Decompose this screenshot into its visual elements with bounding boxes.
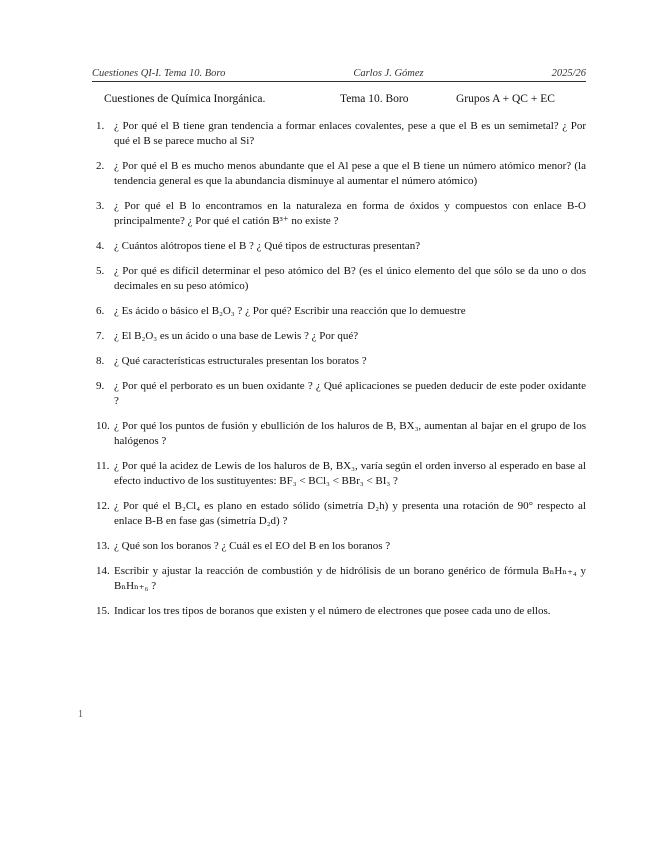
question-number: 12.: [96, 500, 110, 512]
question-list: [92, 119, 586, 619]
margin-mark: 1: [78, 709, 83, 720]
question-text: ¿ Por qué el B₂Cl₄ es plano en estado sólido (simetría D₂h) y presenta una rotación de 90° respecto al enlace B-B en fase gas (simetría D₂d) ?: [114, 500, 586, 527]
question-text: ¿ Por qué la acidez de Lewis de los haluros de B, BX₃, varía según el orden inverso al esperado en base al efecto inductivo de los sustituyentes: BF₃ < BCl₃ < BBr₃ < BI₃ ?: [114, 460, 586, 487]
question-number: 7.: [96, 330, 105, 342]
subheader-course: Cuestiones de Química Inorgánica.: [104, 93, 266, 105]
subheader: [92, 93, 586, 105]
question-text: ¿ Por qué los puntos de fusión y ebullición de los haluros de B, BX₃, aumentan al bajar en el grupo de los halógenos ?: [114, 420, 586, 447]
question-text: Escribir y ajustar la reacción de combustión y de hidrólisis de un borano genérico de fórmula BₙHₙ₊₄ y BₙHₙ₊₆ ?: [114, 565, 586, 592]
subheader-groups: Grupos A + QC + EC: [456, 93, 555, 105]
question-number: 2.: [96, 160, 105, 172]
question-text: ¿ Por qué el B tiene gran tendencia a formar enlaces covalentes, pese a que el B es un semimetal? ¿ Por qué el B se parece mucho al Si?: [114, 120, 586, 147]
running-header: [92, 68, 586, 82]
header-course-title: Cuestiones QI-I. Tema 10. Boro: [92, 68, 226, 79]
question-number: 13.: [96, 540, 110, 552]
question-text: ¿ Por qué es difícil determinar el peso atómico del B? (es el único elemento del que sólo se da uno o dos decimales en su peso atómico): [114, 265, 586, 292]
question-item: [92, 199, 586, 229]
header-year: 2025/26: [551, 68, 586, 79]
question-number: 5.: [96, 265, 105, 277]
question-number: 6.: [96, 305, 105, 317]
question-number: 9.: [96, 380, 105, 392]
question-number: 8.: [96, 355, 105, 367]
question-number: 4.: [96, 240, 105, 252]
question-text: ¿ Cuántos alótropos tiene el B ? ¿ Qué tipos de estructuras presentan?: [114, 240, 421, 252]
question-item: [92, 379, 586, 409]
question-text: ¿ Qué características estructurales presentan los boratos ?: [114, 355, 367, 367]
question-item: [92, 604, 586, 619]
question-text: ¿ Por qué el B lo encontramos en la naturaleza en forma de óxidos y compuestos con enlace B-O principalmente? ¿ Por qué el catión B³⁺ no existe ?: [114, 200, 586, 227]
question-item: [92, 419, 586, 449]
question-number: 1.: [96, 120, 105, 132]
question-item: [92, 264, 586, 294]
question-text: ¿ El B₂O₃ es un ácido o una base de Lewis ? ¿ Por qué?: [114, 330, 359, 342]
question-item: [92, 539, 586, 554]
question-number: 15.: [96, 605, 110, 617]
question-text: Indicar los tres tipos de boranos que existen y el número de electrones que posee cada uno de ellos.: [114, 605, 551, 617]
question-item: [92, 159, 586, 189]
question-item: [92, 119, 586, 149]
question-number: 14.: [96, 565, 110, 577]
question-item: [92, 304, 586, 319]
question-item: [92, 564, 586, 594]
header-author: Carlos J. Gómez: [353, 68, 424, 79]
question-item: [92, 354, 586, 369]
question-item: [92, 239, 586, 254]
question-number: 3.: [96, 200, 105, 212]
question-item: [92, 459, 586, 489]
question-text: ¿ Es ácido o básico el B₂O₃ ? ¿ Por qué? Escribir una reacción que lo demuestre: [114, 305, 466, 317]
question-text: ¿ Qué son los boranos ? ¿ Cuál es el EO del B en los boranos ?: [114, 540, 391, 552]
question-text: ¿ Por qué el perborato es un buen oxidante ? ¿ Qué aplicaciones se pueden deducir de este poder oxidante ?: [114, 380, 586, 407]
question-number: 11.: [96, 460, 110, 472]
subheader-topic: Tema 10. Boro: [340, 93, 409, 105]
question-number: 10.: [96, 420, 110, 432]
question-item: [92, 499, 586, 529]
document-page: [92, 68, 586, 629]
question-text: ¿ Por qué el B es mucho menos abundante que el Al pese a que el B tiene un número atómico menor? (la tendencia general es que la abundancia disminuye al aumentar el número atómico): [114, 160, 586, 187]
question-item: [92, 329, 586, 344]
